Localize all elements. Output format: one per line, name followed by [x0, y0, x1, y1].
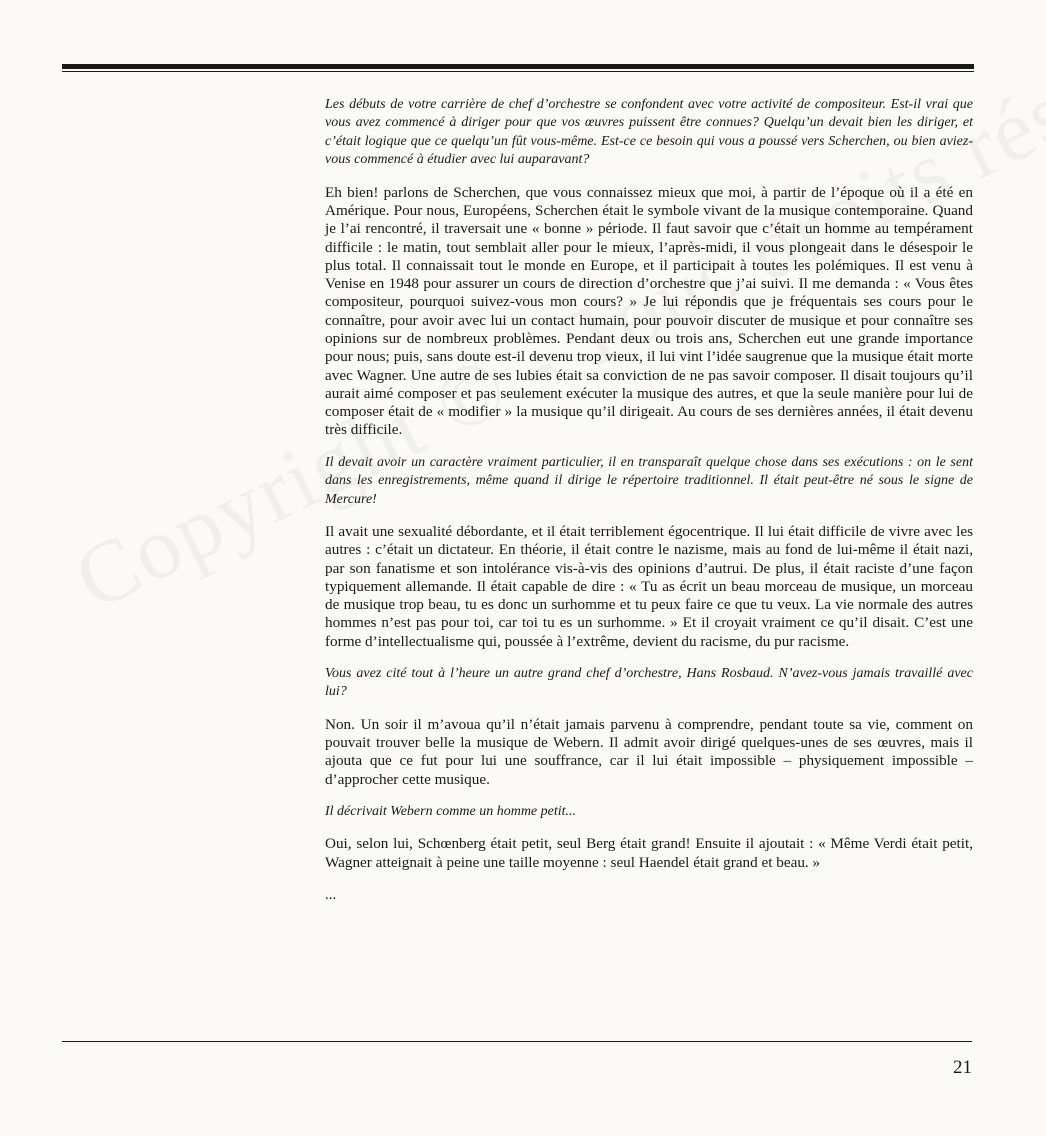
question-paragraph: Les débuts de votre carrière de chef d’orchestre se confondent avec votre activité de compositeur. Est-il vrai que vous avez commencé à diriger pour que vos œuvres puissent être connues? Quelqu’un devait bien les diriger, et c’était logique que ce quelqu’un fût vous-même. Est-ce ce besoin qui vous a poussé vers Scherchen, ou bien aviez-vous commencé à étudier avec lui auparavant? [325, 97, 973, 168]
ellipsis: ... [325, 887, 337, 904]
bottom-rule [62, 1041, 972, 1042]
question-paragraph: Il décrivait Webern comme un homme petit... [325, 804, 577, 820]
question-paragraph: Il devait avoir un caractère vraiment particulier, il en transparaît quelque chose dans ses exécutions : on le sent dans les enregistrements, même quand il dirige le répertoire traditionnel. Il était peut-être né sous le signe de Mercure! [325, 454, 973, 507]
page-number: 21 [953, 1057, 972, 1078]
top-rule-thick [62, 64, 974, 69]
question-paragraph: Vous avez cité tout à l’heure un autre grand chef d’orchestre, Hans Rosbaud. N’avez-vous jamais travaillé avec lui? [325, 666, 973, 700]
answer-paragraph: Oui, selon lui, Schœnberg était petit, seul Berg était grand! Ensuite il ajoutait : « Même Verdi était petit, Wagner atteignait à peine une taille moyenne : seul Haendel était grand et beau. » [325, 835, 973, 871]
answer-paragraph: Il avait une sexualité débordante, et il était terriblement égocentrique. Il lui était difficile de vivre avec les autres : c’était un dictateur. En théorie, il était contre le nazisme, mais au fond de lui-même il était nazi, par son fanatisme et son intolérance vis-à-vis des opinions d’autrui. De plus, il était raciste d’une façon typiquement allemande. Il était capable de dire : « Tu as écrit un beau morceau de musique, un morceau de musique trop beau, tu es donc un surhomme et tu peux faire ce que tu veux. La vie normale des autres hommes n’est pas pour toi, car toi tu es un surhomme. » Et il croyait vraiment ce qu’il disait. C’est une forme d’intellectualisme qui, poussée à l’extrême, devient du racisme, du pur racisme. [325, 523, 973, 650]
answer-paragraph: Eh bien! parlons de Scherchen, que vous connaissez mieux que moi, à partir de l’époque où il a été en Amérique. Pour nous, Européens, Scherchen était le symbole vivant de la musique contemporaine. Quand je l’ai rencontré, il traversait une « bonne » période. Il faut savoir que c’était un homme au tempérament difficile : le matin, tout semblait aller pour le mieux, l’après-midi, il vous plongeait dans le désespoir le plus total. Il connaissait tout le monde en Europe, et il participait à toutes les polémiques. Il est venu à Venise en 1948 pour assurer un cours de direction d’orchestre que j’ai suivi. Il me demanda : « Vous êtes compositeur, pourquoi suivez-vous mon cours? » Je lui répondis que je fréquentais ses cours pour le connaître, pour avoir avec lui un contact humain, pour pouvoir discuter de musique et pour connaître ses opinions sur de nombreux problèmes. Pendant deux ou trois ans, Scherchen eut une grande importance pour nous; puis, sans doute est-il devenu trop vieux, il lui vint l’idée saugrenue que la musique était morte avec Wagner. Une autre de ses lubies était sa conviction de ne pas savoir composer. Il disait toujours qu’il aurait aimé composer et pas seulement exécuter la musique des autres, et que la seule manière pour lui de composer était de « modifier » la musique qu’il dirigeait. Au cours de ses dernières années, il était devenu très difficile. [325, 183, 973, 439]
top-rule-thin [62, 71, 974, 72]
interview-text [325, 96, 973, 904]
answer-paragraph: Non. Un soir il m’avoua qu’il n’était jamais parvenu à comprendre, pendant toute sa vie, comment on pouvait trouver belle la musique de Webern. Il admit avoir dirigé quelques-unes de ses œuvres, mais il ajouta que ce fut pour lui une souffrance, car il lui était impossible – physiquement impossible – d’approcher cette musique. [325, 715, 973, 788]
